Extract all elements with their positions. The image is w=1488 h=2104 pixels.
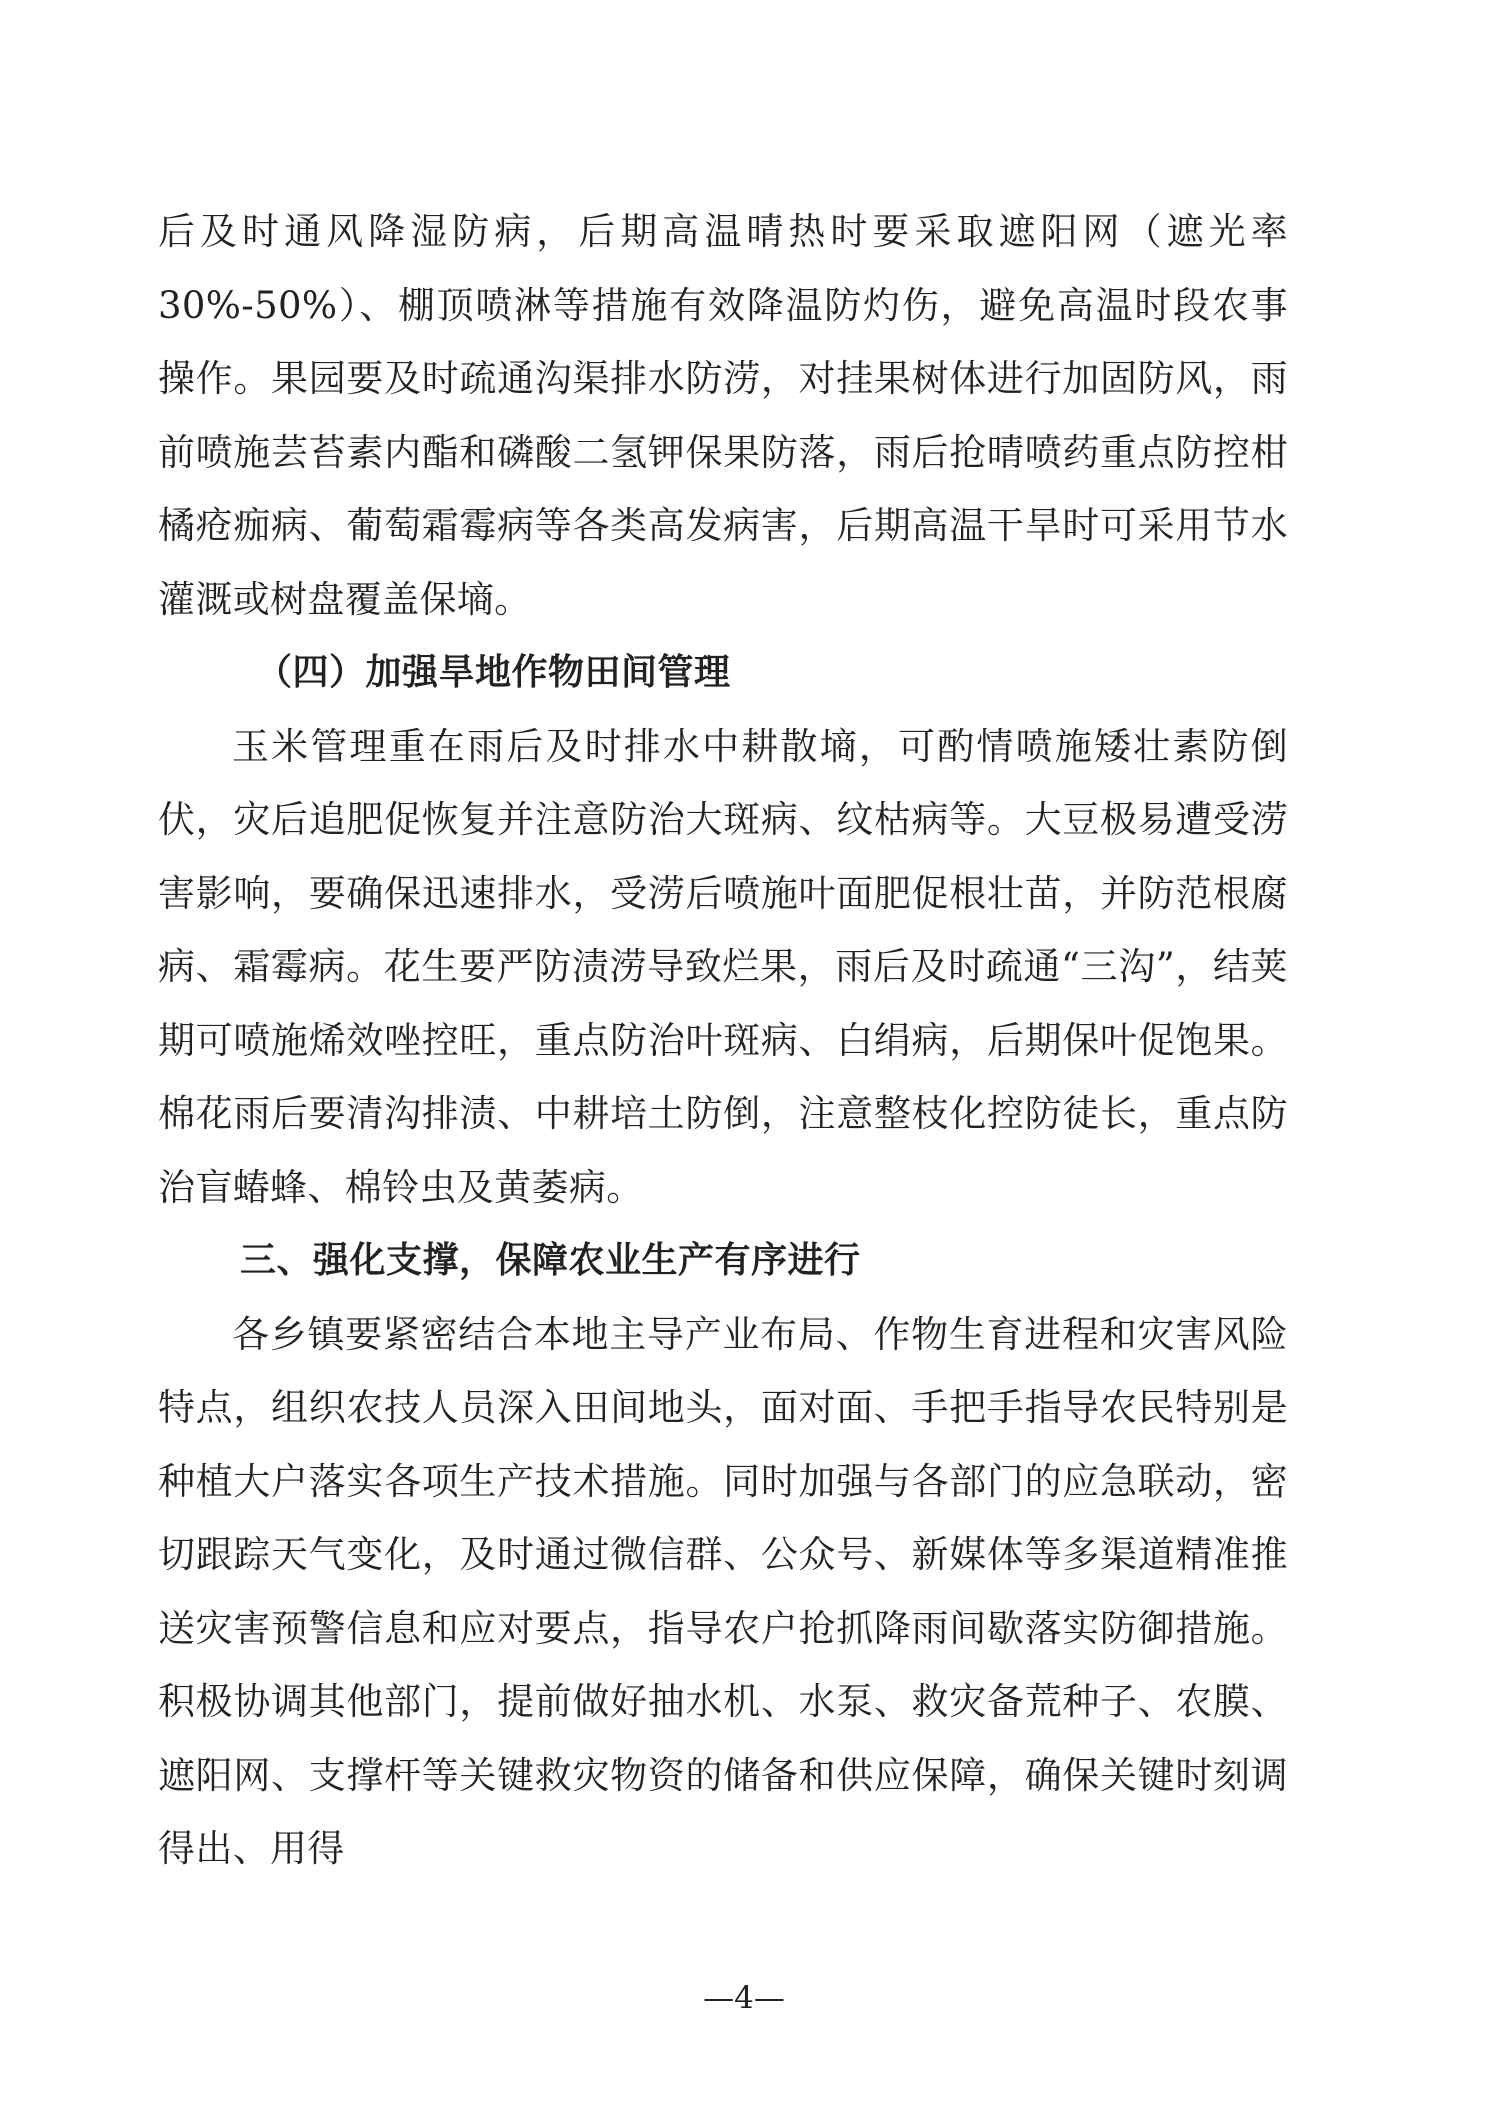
- document-body: [158, 195, 1288, 1886]
- paragraph-strengthen-support: 各乡镇要紧密结合本地主导产业布局、作物生育进程和灾害风险特点，组织农技人员深入田间地头，面对面、手把手指导农民特别是种植大户落实各项生产技术措施。同时加强与各部门的应急联动，密切跟踪天气变化，及时通过微信群、公众号、新媒体等多渠道精准推送灾害预警信息和应对要点，指导农户抢抓降雨间歇落实防御措施。积极协调其他部门，提前做好抽水机、水泵、救灾备荒种子、农膜、遮阳网、支撑杆等关键救灾物资的储备和供应保障，确保关键时刻调得出、用得: [158, 1312, 1288, 1870]
- page-number: —4—: [703, 1980, 785, 2016]
- paragraph-dryland-crops: 玉米管理重在雨后及时排水中耕散墒，可酌情喷施矮壮素防倒伏，灾后追肥促恢复并注意防治大斑病、纹枯病等。大豆极易遭受涝害影响，要确保迅速排水，受涝后喷施叶面肥促根壮苗，并防范根腐病、霜霉病。花生要严防渍涝导致烂果，雨后及时疏通“三沟”，结荚期可喷施烯效唑控旺，重点防治叶斑病、白绢病，后期保叶促饱果。棉花雨后要清沟排渍、中耕培土防倒，注意整枝化控防徒长，重点防治盲蝽蜂、棉铃虫及黄萎病。: [158, 724, 1288, 1209]
- section-heading-strengthen-support: 三、强化支撑，保障农业生产有序进行: [240, 1240, 861, 1281]
- subheading-dryland-crops: （四）加强旱地作物田间管理: [256, 652, 731, 693]
- paragraph-greenhouse-orchard-management: 后及时通风降湿防病，后期高温晴热时要采取遮阳网（遮光率30%-50%）、棚顶喷淋等措施有效降温防灼伤，避免高温时段农事操作。果园要及时疏通沟渠排水防涝，对挂果树体进行加固防风，雨前喷施芸苔素内酯和磷酸二氢钾保果防落，雨后抢晴喷药重点防控柑橘疮痂病、葡萄霜霉病等各类高发病害，后期高温干旱时可采用节水灌溉或树盘覆盖保墒。: [158, 210, 1288, 621]
